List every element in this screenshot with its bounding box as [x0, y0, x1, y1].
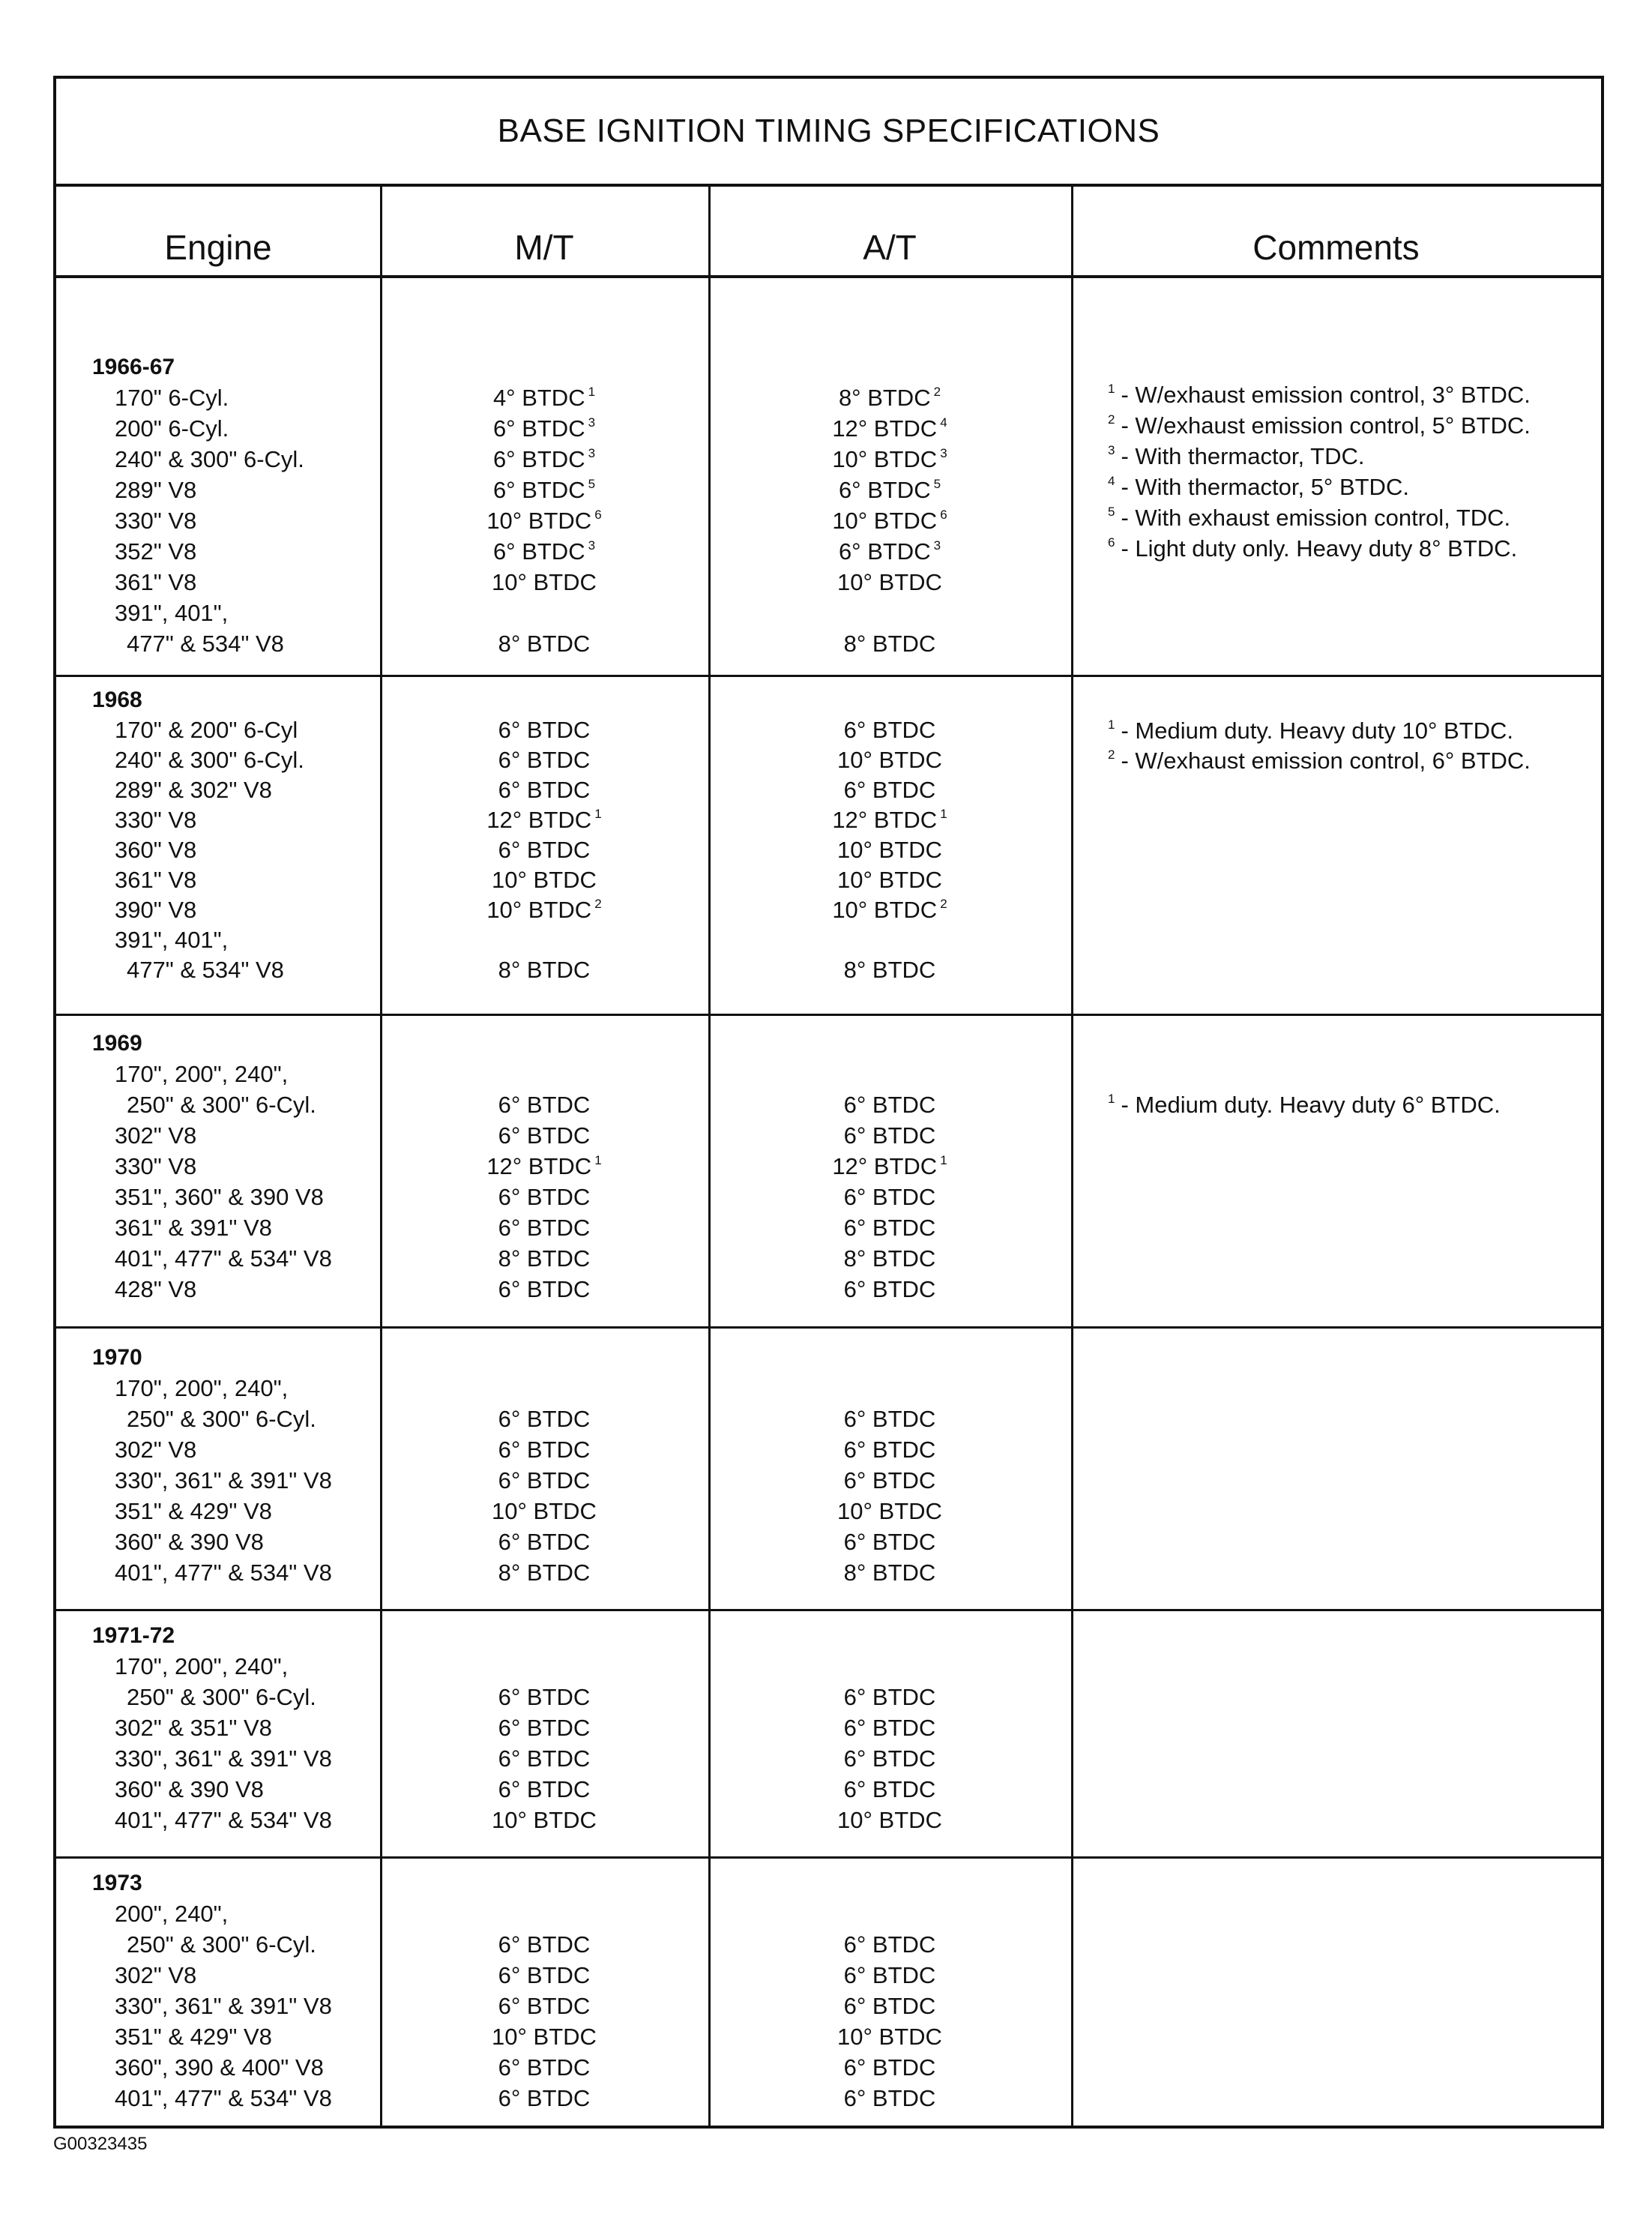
year-label: 1971-72 — [92, 1623, 175, 1648]
at-cell — [708, 1929, 1071, 1960]
at-cell — [708, 628, 1071, 659]
mt-cell — [380, 954, 708, 985]
at-value: 6° BTDC — [843, 1962, 936, 1988]
table-row — [56, 1898, 1601, 1929]
footnote-marker: 1 — [940, 1153, 947, 1167]
at-value: 10° BTDC — [837, 747, 942, 773]
at-cell — [708, 894, 1071, 925]
footnote-marker: 5 — [588, 477, 596, 491]
engine-cell: 250" & 300" 6-Cyl. — [127, 1092, 316, 1118]
mt-value: 6° BTDC — [498, 1529, 591, 1555]
mt-value: 12° BTDC — [486, 1153, 592, 1179]
header-row — [56, 187, 1601, 278]
at-value: 6° BTDC — [843, 1122, 936, 1149]
mt-value: 6° BTDC — [498, 837, 591, 863]
at-value: 10° BTDC — [837, 569, 942, 595]
at-cell — [708, 2021, 1071, 2052]
engine-cell: 391", 401", — [115, 600, 229, 626]
table-row — [56, 1182, 1601, 1212]
engine-cell: 200" 6-Cyl. — [115, 415, 229, 442]
mt-cell — [380, 1404, 708, 1434]
mt-cell — [380, 774, 708, 805]
table-row — [56, 1991, 1601, 2021]
year-label: 1973 — [92, 1871, 142, 1895]
at-value: 6° BTDC — [843, 1684, 936, 1710]
engine-cell: 352" V8 — [115, 538, 197, 565]
engine-cell: 351" & 429" V8 — [115, 2024, 272, 2050]
engine-cell: 351", 360" & 390 V8 — [115, 1184, 324, 1210]
comment-line — [56, 745, 1601, 776]
footnote-marker: 2 — [940, 897, 947, 911]
mt-value: 8° BTDC — [498, 631, 591, 657]
engine-cell: 289" & 302" V8 — [115, 777, 272, 803]
at-value: 6° BTDC — [843, 1467, 936, 1493]
table-row — [56, 2021, 1601, 2052]
at-cell — [708, 1151, 1071, 1182]
at-value: 6° BTDC — [843, 2085, 936, 2111]
footnote-marker: 3 — [588, 415, 596, 430]
engine-cell: 250" & 300" 6-Cyl. — [127, 1931, 316, 1958]
footnote-marker: 5 — [1108, 505, 1115, 519]
at-cell — [708, 1682, 1071, 1712]
mt-value: 10° BTDC — [492, 1807, 597, 1833]
footnote-marker: 1 — [594, 807, 602, 821]
mt-cell — [380, 1526, 708, 1557]
year-section — [56, 278, 1601, 677]
at-cell — [708, 834, 1071, 865]
at-value: 6° BTDC — [843, 1215, 936, 1241]
at-value: 6° BTDC — [843, 1184, 936, 1210]
at-value: 12° BTDC — [832, 1153, 938, 1179]
year-label: 1968 — [92, 688, 142, 712]
engine-cell: 250" & 300" 6-Cyl. — [127, 1684, 316, 1710]
comment-line — [56, 715, 1601, 746]
at-value: 8° BTDC — [838, 385, 931, 411]
mt-cell — [380, 1960, 708, 1991]
engine-cell: 302" V8 — [115, 1962, 197, 1988]
engine-cell: 170", 200", 240", — [115, 1061, 289, 1087]
engine-cell: 200", 240", — [115, 1901, 229, 1927]
at-cell — [708, 864, 1071, 895]
engine-cell: 170" 6-Cyl. — [115, 385, 229, 411]
engine-cell: 360" V8 — [115, 837, 197, 863]
at-cell — [708, 2083, 1071, 2114]
mt-value: 6° BTDC — [498, 1092, 591, 1118]
mt-cell — [380, 2052, 708, 2083]
table-row — [56, 1059, 1601, 1089]
at-cell — [708, 567, 1071, 598]
mt-cell — [380, 1557, 708, 1588]
mt-value: 6° BTDC — [498, 1122, 591, 1149]
mt-cell — [380, 894, 708, 925]
at-value: 8° BTDC — [843, 1559, 936, 1586]
footnote-marker: 6 — [1108, 535, 1115, 550]
footnote-marker: 4 — [940, 415, 947, 430]
mt-value: 10° BTDC — [492, 1498, 597, 1524]
engine-cell: 170", 200", 240", — [115, 1375, 289, 1401]
comment-text: - W/exhaust emission control, 3° BTDC. — [1121, 382, 1531, 408]
mt-cell — [380, 1743, 708, 1774]
footnote-marker: 4 — [1108, 474, 1115, 488]
footnote-marker: 2 — [1108, 747, 1115, 762]
table-row — [56, 1651, 1601, 1682]
mt-value: 10° BTDC — [492, 2024, 597, 2050]
mt-value: 6° BTDC — [498, 1406, 591, 1432]
footnote-marker: 3 — [1108, 443, 1115, 457]
at-cell — [708, 1496, 1071, 1526]
comment-text: - Medium duty. Heavy duty 10° BTDC. — [1121, 718, 1513, 744]
table-row — [56, 1712, 1601, 1743]
at-value: 6° BTDC — [843, 1776, 936, 1802]
mt-cell — [380, 1212, 708, 1243]
mt-cell — [380, 1496, 708, 1526]
engine-cell: 361" V8 — [115, 867, 197, 893]
mt-value: 6° BTDC — [498, 1776, 591, 1802]
at-value: 6° BTDC — [843, 777, 936, 803]
engine-cell: 477" & 534" V8 — [127, 957, 284, 983]
at-value: 6° BTDC — [838, 538, 931, 565]
at-value: 6° BTDC — [843, 717, 936, 743]
footnote-marker: 2 — [933, 385, 941, 399]
at-value: 6° BTDC — [843, 1993, 936, 2019]
at-value: 12° BTDC — [832, 415, 938, 442]
at-cell — [708, 1712, 1071, 1743]
comment-line — [56, 533, 1601, 564]
mt-cell — [380, 2083, 708, 2114]
mt-cell — [380, 1274, 708, 1305]
mt-cell — [380, 2021, 708, 2052]
mt-cell — [380, 804, 708, 835]
at-cell — [708, 2052, 1071, 2083]
mt-value: 6° BTDC — [498, 1684, 591, 1710]
mt-value: 6° BTDC — [492, 446, 585, 472]
at-cell — [708, 1212, 1071, 1243]
year-label: 1966-67 — [92, 355, 175, 379]
engine-cell: 391", 401", — [115, 927, 229, 953]
mt-value: 6° BTDC — [498, 1931, 591, 1958]
comment-text: - Light duty only. Heavy duty 8° BTDC. — [1121, 535, 1518, 562]
comment-text: - W/exhaust emission control, 6° BTDC. — [1121, 747, 1531, 774]
table-row — [56, 924, 1601, 955]
mt-value: 6° BTDC — [498, 1437, 591, 1463]
year-section — [56, 1611, 1601, 1859]
mt-value: 6° BTDC — [498, 1993, 591, 2019]
year-section — [56, 1016, 1601, 1329]
header-engine: Engine — [164, 228, 272, 267]
mt-value: 12° BTDC — [486, 807, 592, 833]
at-value: 10° BTDC — [832, 446, 938, 472]
at-value: 6° BTDC — [838, 477, 931, 503]
engine-cell: 361" V8 — [115, 569, 197, 595]
table-row — [56, 1434, 1601, 1465]
mt-value: 6° BTDC — [498, 2054, 591, 2081]
at-cell — [708, 1434, 1071, 1465]
comment-text: - With exhaust emission control, TDC. — [1121, 505, 1511, 531]
engine-cell: 302" V8 — [115, 1122, 197, 1149]
footnote-marker: 6 — [594, 508, 602, 522]
at-value: 10° BTDC — [832, 508, 938, 534]
engine-cell: 170", 200", 240", — [115, 1653, 289, 1679]
mt-value: 6° BTDC — [498, 1184, 591, 1210]
table-row — [56, 628, 1601, 659]
mt-value: 6° BTDC — [498, 1276, 591, 1302]
footnote-marker: 3 — [588, 538, 596, 553]
table-row — [56, 774, 1601, 805]
mt-value: 8° BTDC — [498, 1559, 591, 1586]
mt-value: 6° BTDC — [498, 1215, 591, 1241]
comment-line — [56, 472, 1601, 502]
table-row — [56, 1373, 1601, 1404]
at-cell — [708, 954, 1071, 985]
at-value: 6° BTDC — [843, 1529, 936, 1555]
mt-value: 6° BTDC — [492, 477, 585, 503]
mt-cell — [380, 1182, 708, 1212]
table-row — [56, 1929, 1601, 1960]
engine-cell: 361" & 391" V8 — [115, 1215, 272, 1241]
engine-cell: 401", 477" & 534" V8 — [115, 1807, 332, 1833]
table-row — [56, 1274, 1601, 1305]
mt-cell — [380, 1712, 708, 1743]
year-section — [56, 1329, 1601, 1611]
at-cell — [708, 1805, 1071, 1835]
comment-line — [56, 379, 1601, 410]
at-value: 10° BTDC — [837, 837, 942, 863]
engine-cell: 302" & 351" V8 — [115, 1715, 272, 1741]
footnote-marker: 5 — [933, 477, 941, 491]
comment-line — [56, 441, 1601, 472]
table-row — [56, 1243, 1601, 1274]
at-value: 8° BTDC — [843, 1245, 936, 1272]
at-cell — [708, 1120, 1071, 1151]
at-cell — [708, 1182, 1071, 1212]
engine-cell: 351" & 429" V8 — [115, 1498, 272, 1524]
mt-value: 6° BTDC — [498, 1467, 591, 1493]
year-section — [56, 677, 1601, 1016]
engine-cell: 330", 361" & 391" V8 — [115, 1993, 332, 2019]
at-cell — [708, 1243, 1071, 1274]
mt-value: 6° BTDC — [498, 2085, 591, 2111]
mt-value: 6° BTDC — [498, 747, 591, 773]
at-cell — [708, 1557, 1071, 1588]
table-row — [56, 1805, 1601, 1835]
mt-cell — [380, 1805, 708, 1835]
table-row — [56, 1743, 1601, 1774]
at-value: 10° BTDC — [837, 2024, 942, 2050]
mt-value: 10° BTDC — [492, 867, 597, 893]
mt-cell — [380, 1243, 708, 1274]
mt-cell — [380, 1151, 708, 1182]
at-cell — [708, 1465, 1071, 1496]
comment-text: - With thermactor, TDC. — [1121, 443, 1365, 469]
mt-value: 4° BTDC — [492, 385, 585, 411]
mt-value: 6° BTDC — [498, 1715, 591, 1741]
at-cell — [708, 1526, 1071, 1557]
table-row — [56, 598, 1601, 628]
mt-value: 6° BTDC — [498, 1962, 591, 1988]
at-cell — [708, 1274, 1071, 1305]
table-row — [56, 1960, 1601, 1991]
header-mt: M/T — [514, 228, 574, 267]
table-row — [56, 1774, 1601, 1805]
engine-cell: 401", 477" & 534" V8 — [115, 1245, 332, 1272]
engine-cell: 390" V8 — [115, 897, 197, 923]
comment-text: - W/exhaust emission control, 5° BTDC. — [1121, 412, 1531, 439]
timing-spec-table — [53, 76, 1604, 2129]
at-value: 6° BTDC — [843, 1406, 936, 1432]
header-at: A/T — [863, 228, 917, 267]
at-cell — [708, 1991, 1071, 2021]
table-row — [56, 804, 1601, 835]
footnote-marker: 1 — [1108, 382, 1115, 396]
footnote-marker: 2 — [1108, 412, 1115, 427]
engine-cell: 477" & 534" V8 — [127, 631, 284, 657]
table-row — [56, 1465, 1601, 1496]
mt-value: 10° BTDC — [492, 569, 597, 595]
engine-cell: 360" & 390 V8 — [115, 1529, 264, 1555]
table-title: BASE IGNITION TIMING SPECIFICATIONS — [56, 79, 1601, 187]
table-row — [56, 1526, 1601, 1557]
mt-value: 6° BTDC — [498, 1745, 591, 1772]
mt-value: 8° BTDC — [498, 957, 591, 983]
comment-text: - With thermactor, 5° BTDC. — [1121, 474, 1409, 500]
at-cell — [708, 1743, 1071, 1774]
footnote-marker: 1 — [588, 385, 596, 399]
at-value: 6° BTDC — [843, 1092, 936, 1118]
year-section — [56, 1859, 1601, 2132]
footnote-marker: 3 — [940, 446, 947, 460]
comment-line — [56, 410, 1601, 441]
mt-cell — [380, 1991, 708, 2021]
table-row — [56, 954, 1601, 985]
mt-cell — [380, 1929, 708, 1960]
engine-cell: 330" V8 — [115, 508, 197, 534]
table-row — [56, 1404, 1601, 1434]
at-value: 6° BTDC — [843, 1745, 936, 1772]
engine-cell: 330", 361" & 391" V8 — [115, 1745, 332, 1772]
mt-cell — [380, 567, 708, 598]
at-value: 10° BTDC — [837, 867, 942, 893]
engine-cell: 240" & 300" 6-Cyl. — [115, 446, 304, 472]
table-row — [56, 1120, 1601, 1151]
engine-cell: 330" V8 — [115, 807, 197, 833]
mt-value: 10° BTDC — [486, 897, 592, 923]
engine-cell: 330", 361" & 391" V8 — [115, 1467, 332, 1493]
at-value: 10° BTDC — [832, 897, 938, 923]
at-cell — [708, 1404, 1071, 1434]
mt-value: 6° BTDC — [498, 777, 591, 803]
table-row — [56, 2083, 1601, 2114]
mt-cell — [380, 1465, 708, 1496]
comment-text: - Medium duty. Heavy duty 6° BTDC. — [1121, 1092, 1501, 1118]
mt-value: 8° BTDC — [498, 1245, 591, 1272]
at-value: 6° BTDC — [843, 1715, 936, 1741]
at-cell — [708, 774, 1071, 805]
year-label: 1969 — [92, 1031, 142, 1056]
footnote-marker: 2 — [594, 897, 602, 911]
mt-cell — [380, 1120, 708, 1151]
table-row — [56, 1151, 1601, 1182]
comment-line — [56, 1089, 1601, 1120]
engine-cell: 250" & 300" 6-Cyl. — [127, 1406, 316, 1432]
mt-value: 6° BTDC — [492, 415, 585, 442]
mt-value: 6° BTDC — [492, 538, 585, 565]
engine-cell: 401", 477" & 534" V8 — [115, 2085, 332, 2111]
engine-cell: 401", 477" & 534" V8 — [115, 1559, 332, 1586]
footnote-marker: 1 — [1108, 1092, 1115, 1106]
figure-code: G00323435 — [53, 2134, 148, 2154]
mt-cell — [380, 628, 708, 659]
footnote-marker: 6 — [940, 508, 947, 522]
footnote-marker: 1 — [594, 1153, 602, 1167]
engine-cell: 302" V8 — [115, 1437, 197, 1463]
table-row — [56, 1682, 1601, 1712]
footnote-marker: 1 — [1108, 718, 1115, 732]
at-value: 8° BTDC — [843, 631, 936, 657]
at-value: 12° BTDC — [832, 807, 938, 833]
engine-cell: 240" & 300" 6-Cyl. — [115, 747, 304, 773]
table-row — [56, 894, 1601, 925]
engine-cell: 289" V8 — [115, 477, 197, 503]
mt-value: 6° BTDC — [498, 717, 591, 743]
at-value: 10° BTDC — [837, 1807, 942, 1833]
comment-line — [56, 502, 1601, 533]
at-value: 6° BTDC — [843, 1276, 936, 1302]
at-value: 6° BTDC — [843, 1931, 936, 1958]
mt-value: 10° BTDC — [486, 508, 592, 534]
engine-cell: 330" V8 — [115, 1153, 197, 1179]
table-row — [56, 2052, 1601, 2083]
mt-cell — [380, 864, 708, 895]
engine-cell: 428" V8 — [115, 1276, 197, 1302]
header-comments: Comments — [1252, 228, 1420, 267]
at-cell — [708, 804, 1071, 835]
engine-cell: 170" & 200" 6-Cyl — [115, 717, 298, 743]
engine-cell: 360", 390 & 400" V8 — [115, 2054, 324, 2081]
footnote-marker: 3 — [933, 538, 941, 553]
mt-cell — [380, 1774, 708, 1805]
at-cell — [708, 1774, 1071, 1805]
table-row — [56, 567, 1601, 598]
footnote-marker: 3 — [588, 446, 596, 460]
at-cell — [708, 1960, 1071, 1991]
year-label: 1970 — [92, 1345, 142, 1370]
mt-cell — [380, 834, 708, 865]
at-value: 8° BTDC — [843, 957, 936, 983]
table-row — [56, 1557, 1601, 1588]
table-row — [56, 1212, 1601, 1243]
mt-cell — [380, 1682, 708, 1712]
footnote-marker: 1 — [940, 807, 947, 821]
table-row — [56, 864, 1601, 895]
at-value: 6° BTDC — [843, 1437, 936, 1463]
at-value: 6° BTDC — [843, 2054, 936, 2081]
mt-cell — [380, 1434, 708, 1465]
engine-cell: 360" & 390 V8 — [115, 1776, 264, 1802]
table-row — [56, 834, 1601, 865]
table-row — [56, 1496, 1601, 1526]
at-value: 10° BTDC — [837, 1498, 942, 1524]
